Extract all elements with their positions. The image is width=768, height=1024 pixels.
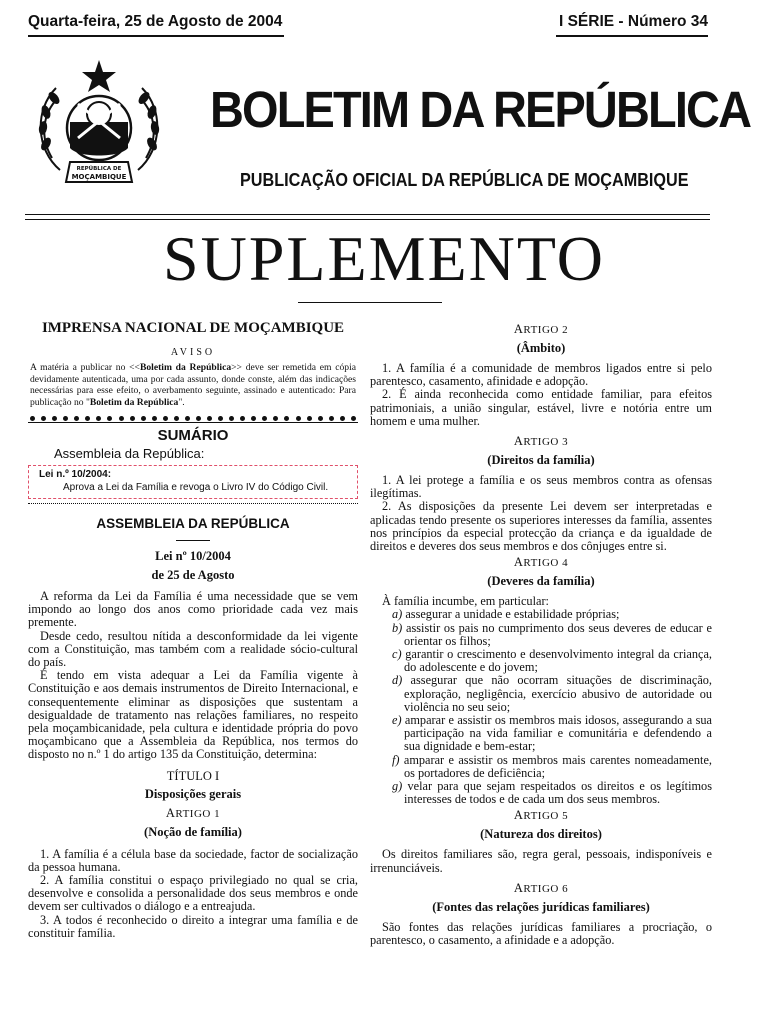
masthead-title: BOLETIM DA REPÚBLICA <box>210 81 751 138</box>
artigo-3-paragraph-1: 1. A lei protege a família e os seus membros contra as ofensas ilegítimas. <box>370 473 712 501</box>
titulo-subheading: Disposições gerais <box>144 786 242 801</box>
masthead-subtitle: PUBLICAÇÃO OFICIAL DA REPÚBLICA DE MOÇAMBIQUE <box>240 170 689 190</box>
right-column <box>370 320 712 947</box>
sumario-lei-number[interactable]: Lei n.º 10/2004: <box>39 469 112 480</box>
artigo-5-heading: ARTIGO 5 <box>513 808 569 823</box>
sumario-assembleia: Assembleia da República: <box>54 446 205 461</box>
artigo-6-heading: ARTIGO 6 <box>513 880 569 895</box>
artigo-4-item-d: d) assegurar que não ocorram situações de discriminação, exploração, negligência, exercício abusivo de autoridade ou violência no seu seio; <box>392 673 712 714</box>
coat-of-arms-emblem <box>30 58 168 198</box>
artigo-1-paragraph-1: 1. A família é a célula base da sociedade, factor de socialização da pessoa humana. <box>28 846 358 874</box>
aviso-text: A matéria a publicar no <<Boletim da República>> deve ser remetida em cópia devidamente autenticada, uma por cada assunto, donde conste, além das indicações necessárias para esse efeito, o averbamento seguinte, assinado e autenticado: Para publicação no "Boletim da República". <box>30 362 357 408</box>
sumario-entry[interactable] <box>28 465 358 499</box>
sumario-heading: SUMÁRIO <box>157 427 229 444</box>
artigo-3-heading: ARTIGO 3 <box>513 434 569 449</box>
artigo-1-paragraph-2: 2. A família constitui o espaço privilegiado no qual se cria, desenvolve e consolida a personalidade dos seus membros e onde devem ser cultivados o diálogo e a entreajuda. <box>28 873 358 914</box>
artigo-1-heading: ARTIGO 1 <box>165 805 221 820</box>
artigo-4-item-g: g) velar para que sejam respeitados os direitos e os legítimos interesses de todos e de cada um dos seus membros. <box>392 779 712 807</box>
artigo-5-title: (Natureza dos direitos) <box>480 827 602 842</box>
issue-date: Quarta-feira, 25 de Agosto de 2004 <box>28 13 283 30</box>
lei-title: Lei nº 10/2004 <box>155 549 231 563</box>
preamble-paragraph-3: É tendo em vista adequar a Lei da Família vigente à Constituição e aos demais instrumentos de Direito Internacional, e consequentemente eliminar as disposições que sustentam a desigualdade de tratamento nas relações familiares, no respeito pela moçambicanidade, pela cultura e identidade própria do povo moçambicano que a Assembleia da República, nos termos do disposto no n.º 1 do artigo 135 da Constituição, determina: <box>28 668 358 762</box>
preamble-paragraph-2: Desde cedo, resultou nítida a desconformidade da lei vigente com a Constituição, mas também com a realidade sócio-cultural do país. <box>28 628 358 670</box>
artigo-2-paragraph-2: 2. É ainda reconhecida como entidade familiar, para efeitos patrimoniais, a união singular, estável, livre e notória entre um homem e uma mulher. <box>370 387 712 428</box>
supplement-title: SUPLEMENTO <box>163 223 605 294</box>
artigo-6-title: (Fontes das relações jurídicas familiares) <box>432 899 650 914</box>
dotted-divider <box>28 416 358 421</box>
sumario-separator <box>28 503 358 504</box>
aviso-heading: AVISO <box>170 347 216 358</box>
emblem-label-bottom: MOÇAMBIQUE <box>71 173 127 181</box>
supplement-rule <box>298 302 442 303</box>
artigo-4-heading: ARTIGO 4 <box>513 555 569 570</box>
artigo-4-item-c: c) garantir o crescimento e desenvolvimento integral da criança, do adolescente e do jovem; <box>392 647 712 675</box>
artigo-6-paragraph: São fontes das relações jurídicas familiares a procriação, o parentesco, o casamento, a afinidade e a adopção. <box>370 919 712 948</box>
titulo-heading: TÍTULO I <box>166 768 220 783</box>
emblem-label-top: REPÚBLICA DE <box>76 166 122 172</box>
preamble-paragraph-1: A reforma da Lei da Família é uma necessidade que se vem impondo ao longo dos anos como prioridade cada vez mais premente. <box>28 589 358 630</box>
imprensa-heading: IMPRENSA NACIONAL DE MOÇAMBIQUE <box>41 320 345 336</box>
lei-date: de 25 de Agosto <box>151 568 235 582</box>
artigo-5-paragraph: Os direitos familiares são, regra geral, pessoais, indisponíveis e irrenunciáveis. <box>370 847 712 875</box>
left-column <box>28 320 358 940</box>
assembleia-rule <box>176 540 210 541</box>
artigo-4-item-a: a) assegurar a unidade e estabilidade próprias; <box>392 607 620 622</box>
header-rule-left <box>28 35 284 37</box>
artigo-2-heading: ARTIGO 2 <box>513 322 569 336</box>
artigo-4-intro: À família incumbe, em particular: <box>382 594 549 609</box>
assembleia-heading: ASSEMBLEIA DA REPÚBLICA <box>96 516 290 531</box>
artigo-4-title: (Deveres da família) <box>487 574 595 589</box>
artigo-4-item-b: b) assistir os pais no cumprimento dos seus deveres de educar e orientar os filhos; <box>392 620 712 648</box>
artigo-1-paragraph-3: 3. A todos é reconhecido o direito a integrar uma família e de constituir família. <box>28 912 358 940</box>
masthead-rule-bottom <box>25 219 710 220</box>
artigo-1-title: (Noção de família) <box>144 824 242 839</box>
sumario-lei-description[interactable]: Aprova a Lei da Família e revoga o Livro IV do Código Civil. <box>63 482 329 493</box>
artigo-3-title: (Direitos da família) <box>487 453 595 468</box>
artigo-3-paragraph-2: 2. As disposições da presente Lei devem ser interpretadas e aplicadas tendo presente os superiores interesses da família, assentes nos princípios da especial protecção da criança e da igualdade de direitos e deveres dos seus membros e dos cônjuges entre si. <box>370 499 712 554</box>
header-rule-right <box>556 35 708 37</box>
artigo-4-item-f: f) amparar e assistir os membros mais carentes nomeadamente, os portadores de deficiência; <box>392 752 712 780</box>
artigo-4-item-e: e) amparar e assistir os membros mais idosos, assegurando a sua participação na vida familiar e comunitária e defendendo a sua dignidade e bem-estar; <box>392 713 712 754</box>
issue-series: I SÉRIE - Número 34 <box>558 13 708 30</box>
divider-line <box>28 422 358 423</box>
masthead-rule-top <box>25 214 710 215</box>
artigo-2-title: (Âmbito) <box>516 341 566 355</box>
artigo-2-paragraph-1: 1. A família é a comunidade de membros ligados entre si pelo parentesco, casamento, afinidade e adopção. <box>370 361 712 389</box>
